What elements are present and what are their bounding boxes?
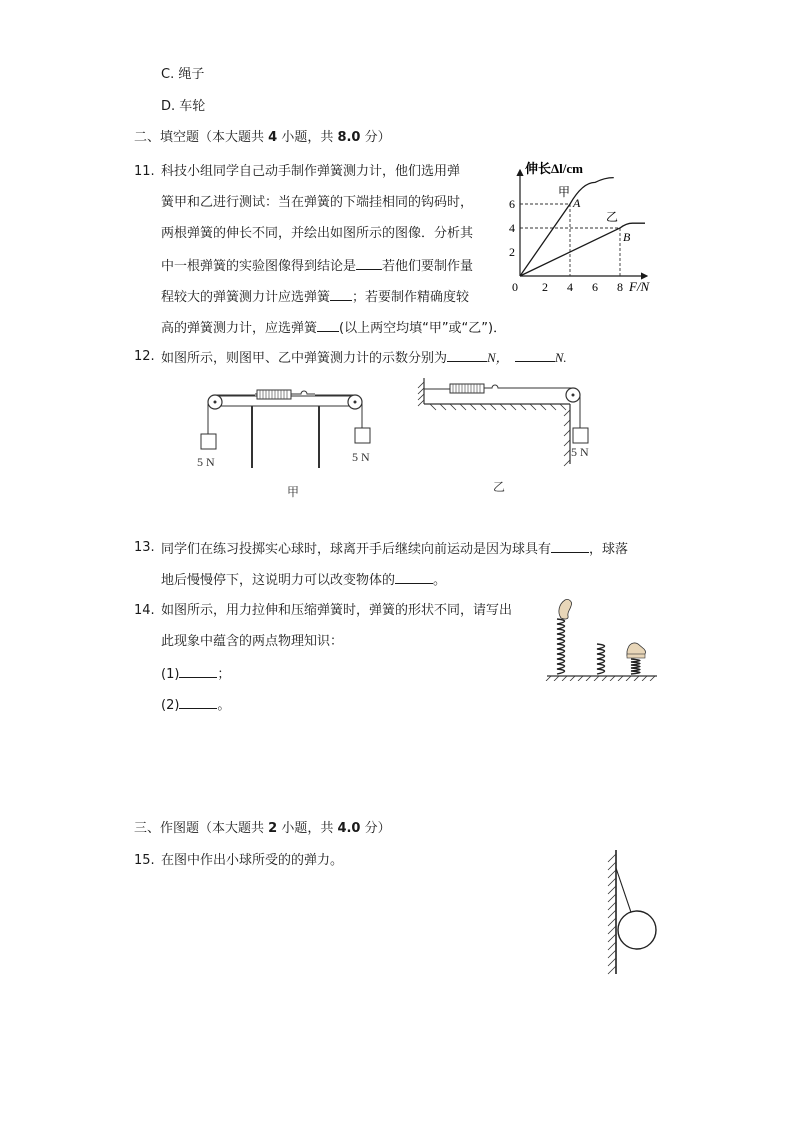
q13-line-2a: 地后慢慢停下，这说明力可以改变物体的 <box>161 573 396 588</box>
question-14-number: 14. <box>134 603 155 618</box>
answer-blank-knowledge-2[interactable] <box>179 695 217 709</box>
ball-wall-figure <box>604 848 664 978</box>
section-3-prefix: 三、作图题（本大题共 <box>134 821 269 836</box>
question-13-number: 13. <box>134 540 155 555</box>
q11-line-6a: 高的弹簧测力计，应选弹簧 <box>161 321 318 336</box>
q14-item-1 <box>161 664 230 684</box>
spring-extension-chart <box>505 152 655 302</box>
section-2-prefix: 二、填空题（本大题共 <box>134 130 269 145</box>
question-11-number: 11. <box>134 164 155 179</box>
q12-unit-1: N， <box>487 350 509 365</box>
y-tick-4: 4 <box>509 221 515 235</box>
answer-blank-precision[interactable] <box>317 318 339 332</box>
q14-item-1-label: (1) <box>161 667 180 682</box>
springs-figure <box>545 596 660 681</box>
series-name-1: 乙 <box>606 210 619 224</box>
section-3-mid: 小题，共 <box>277 821 338 836</box>
x-tick-6: 6 <box>592 280 598 294</box>
figure-caption-jia: 甲 <box>287 485 300 499</box>
weight-2 <box>573 428 588 443</box>
section-3-header <box>134 820 391 838</box>
spring-scale-2 <box>450 384 484 393</box>
q13-line-1a: 同学们在练习投掷实心球时，球离开手后继续向前运动是因为球具有 <box>161 542 552 557</box>
weight-right <box>355 428 370 443</box>
section-3-score: 4.0 <box>337 821 361 836</box>
figure-caption-yi: 乙 <box>493 480 506 494</box>
answer-blank-knowledge-1[interactable] <box>179 664 217 678</box>
figure-table-pulleys <box>195 382 385 502</box>
hand-pulling-icon <box>559 599 572 619</box>
section-3-count: 2 <box>268 821 278 836</box>
section-2-suffix: 分） <box>360 130 391 145</box>
section-2-header <box>134 129 391 147</box>
q14-item-2-end: 。 <box>217 698 231 713</box>
q11-line-5 <box>161 287 469 307</box>
stretched-spring <box>557 619 565 674</box>
answer-blank-conclusion[interactable] <box>356 256 382 270</box>
q11-line-5b: ；若要制作精确度较 <box>352 290 470 305</box>
section-2-mid: 小题，共 <box>277 130 338 145</box>
q12-text <box>161 348 567 368</box>
q15-text: 在图中作出小球所受的的弹力。 <box>161 853 344 868</box>
q11-line-3: 两根弹簧的伸长不同，并绘出如图所示的图像．分析其 <box>161 226 474 241</box>
x-tick-4: 4 <box>567 280 573 294</box>
compressed-spring <box>631 659 640 674</box>
question-15-number: 15. <box>134 853 155 868</box>
q12-prompt: 如图所示，则图甲、乙中弹簧测力计的示数分别为 <box>161 351 448 366</box>
q13-line-2 <box>161 570 446 590</box>
answer-blank-inertia[interactable] <box>551 539 589 553</box>
q11-line-5a: 程较大的弹簧测力计应选弹簧 <box>161 290 331 305</box>
q14-line-2: 此现象中蕴含的两点物理知识： <box>161 634 344 649</box>
q11-line-6b: (以上两空均填“甲”或“乙”)． <box>339 321 507 336</box>
answer-blank-range[interactable] <box>330 287 352 301</box>
spring-scale <box>257 390 291 399</box>
section-2-count: 4 <box>268 130 278 145</box>
q11-line-4b: 若他们要制作量 <box>382 259 474 274</box>
x-tick-2: 2 <box>542 280 548 294</box>
point-label-0: A <box>573 196 581 210</box>
q13-line-2b: 。 <box>433 573 447 588</box>
x-axis-label: F/N <box>629 279 650 294</box>
figure-wall-pulley <box>416 374 616 494</box>
option-c: C. 绳子 <box>161 67 205 82</box>
q14-item-1-end: ； <box>217 667 231 682</box>
q13-line-1b: ，球落 <box>589 542 629 557</box>
answer-blank-motion-state[interactable] <box>395 570 433 584</box>
q11-line-4 <box>161 256 473 276</box>
x-tick-8: 8 <box>617 280 623 294</box>
q11-line-4a: 中一根弹簧的实验图像得到结论是 <box>161 259 357 274</box>
q14-item-2 <box>161 695 230 715</box>
weight-right-label: 5 N <box>352 450 370 464</box>
section-2-score: 8.0 <box>337 130 361 145</box>
q12-unit-2: N. <box>554 350 567 365</box>
q14-item-2-label: (2) <box>161 698 180 713</box>
y-tick-6: 6 <box>509 197 515 211</box>
y-axis-label: 伸长Δl/cm <box>525 161 583 176</box>
q13-line-1 <box>161 539 628 559</box>
q11-line-2: 簧甲和乙进行测试：当在弹簧的下端挂相同的钩码时， <box>161 195 474 210</box>
q11-line-1: 科技小组同学自己动手制作弹簧测力计，他们选用弹 <box>161 164 461 179</box>
point-label-1: B <box>623 230 631 244</box>
q11-line-6 <box>161 318 506 338</box>
answer-blank-fig1-reading[interactable] <box>447 348 487 362</box>
weight-left <box>201 434 216 449</box>
x-tick-0: 0 <box>512 280 518 294</box>
y-tick-2: 2 <box>509 245 515 259</box>
q14-line-1: 如图所示，用力拉伸和压缩弹簧时，弹簧的形状不同，请写出 <box>161 603 513 618</box>
answer-blank-fig2-reading[interactable] <box>515 348 555 362</box>
ball <box>618 911 656 949</box>
relaxed-spring <box>597 644 605 674</box>
series-name-0: 甲 <box>558 185 571 199</box>
option-d: D. 车轮 <box>161 99 206 114</box>
weight-left-label: 5 N <box>197 455 215 469</box>
section-3-suffix: 分） <box>360 821 391 836</box>
question-12-number: 12. <box>134 349 155 364</box>
weight-2-label: 5 N <box>571 445 589 459</box>
